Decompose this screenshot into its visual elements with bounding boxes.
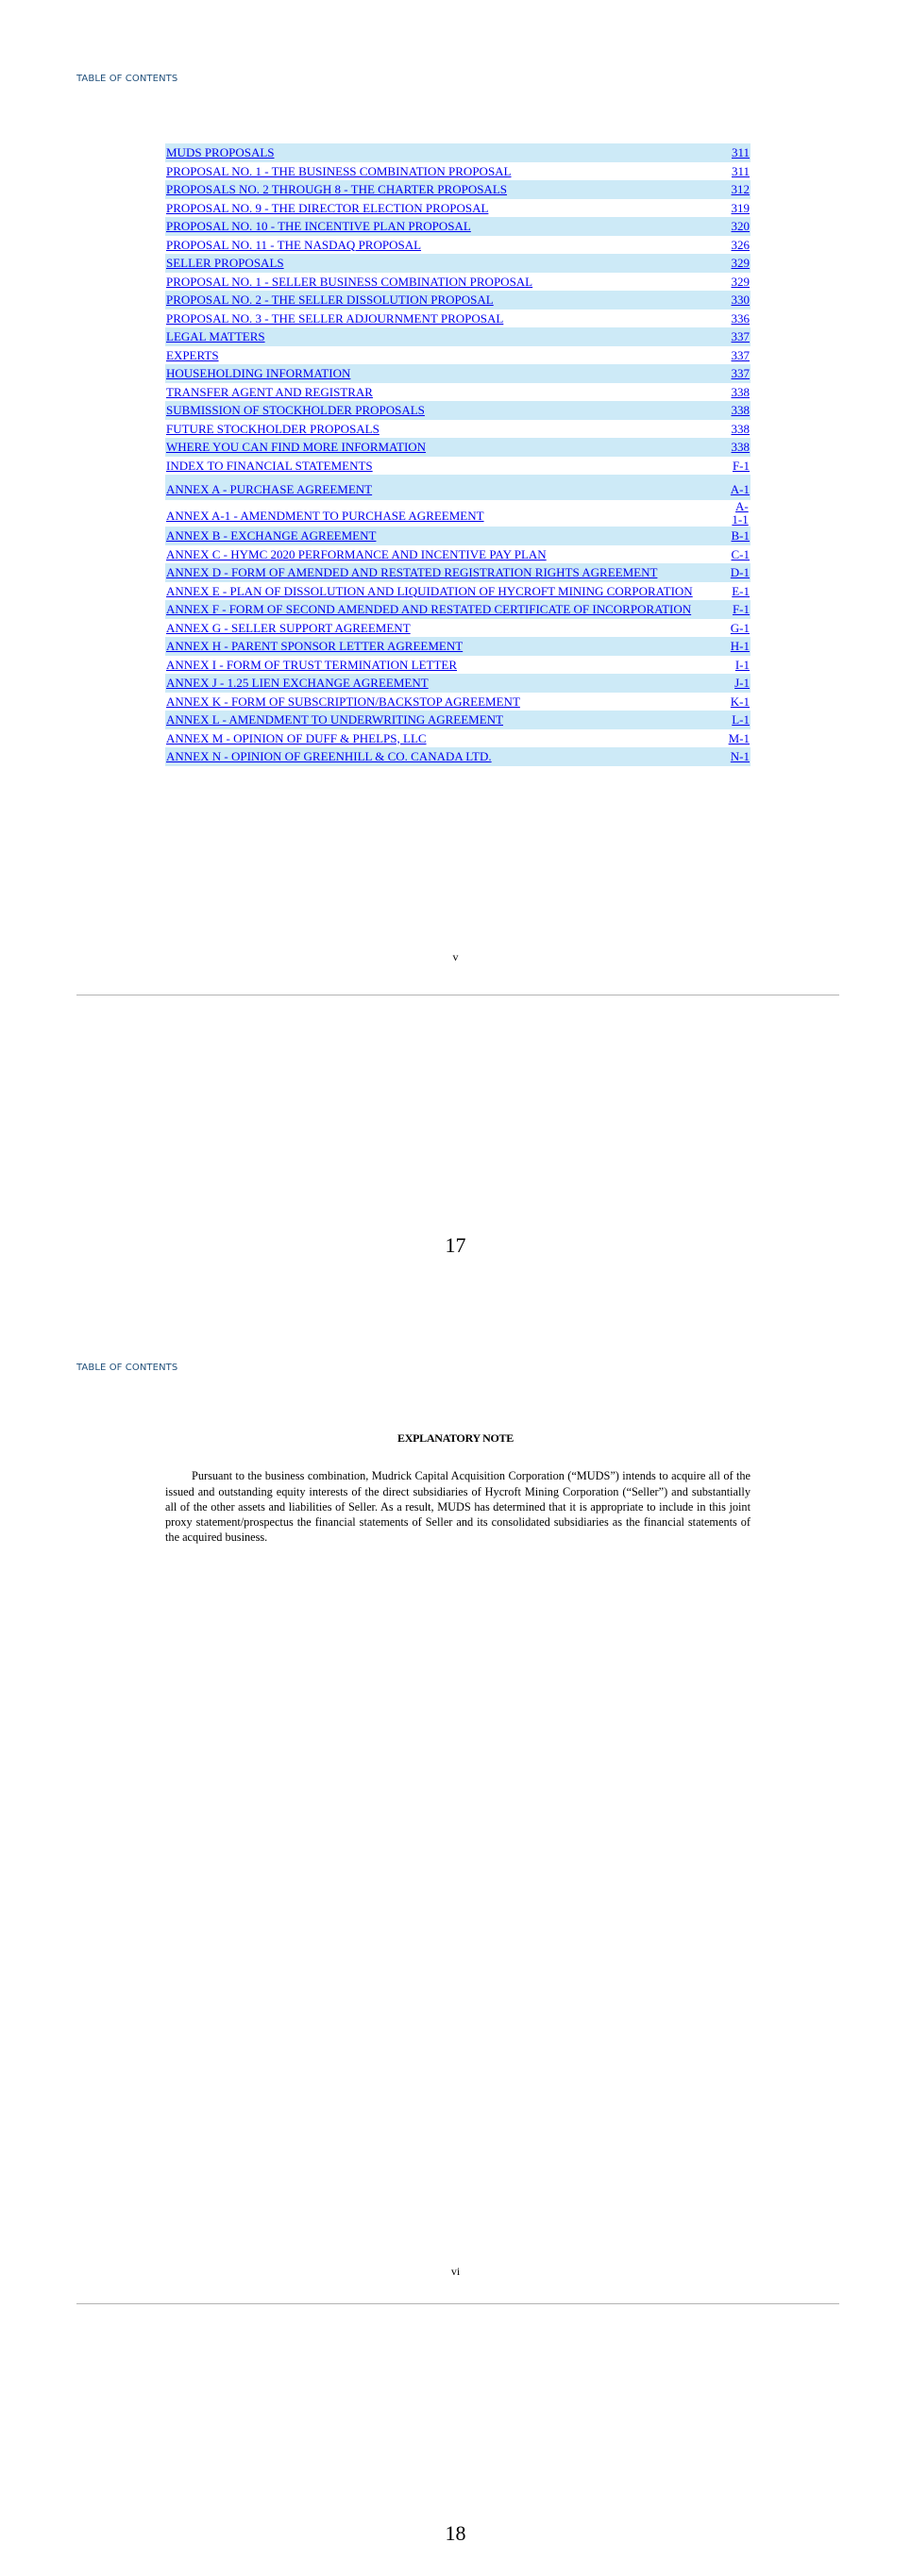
toc-page-cell <box>710 143 751 162</box>
toc-row <box>165 383 751 402</box>
toc-title-cell <box>165 438 710 457</box>
explanatory-note-body: Pursuant to the business combination, Mudrick Capital Acquisition Corporation (“MUDS”) intends to acquire all of the issued and outstanding equity interests of the direct subsidiaries of Hycroft Mining Corporation (“Seller”) and substantially all of the other assets and liabilities of Seller. As a result, MUDS has determined that it is appropriate to include in this joint proxy statement/prospectus the financial statements of Seller and its consolidated subsidiaries as the financial statements of the acquired business. <box>165 1469 751 1545</box>
toc-entry-link[interactable]: ANNEX M - OPINION OF DUFF & PHELPS, LLC <box>166 730 427 745</box>
toc-page-link[interactable]: 329 <box>731 256 750 270</box>
toc-page-cell <box>710 254 751 273</box>
toc-title-cell <box>165 199 710 218</box>
explanatory-note-heading: EXPLANATORY NOTE <box>397 1431 514 1445</box>
toc-entry-link[interactable]: ANNEX L - AMENDMENT TO UNDERWRITING AGREEMENT <box>166 712 503 727</box>
toc-page-link[interactable]: 337 <box>731 347 750 362</box>
toc-row <box>165 180 751 199</box>
page-number: 18 <box>445 2521 466 2545</box>
toc-row <box>165 236 751 255</box>
toc-row <box>165 199 751 218</box>
toc-row <box>165 500 751 527</box>
toc-entry-link[interactable]: PROPOSALS NO. 2 THROUGH 8 - THE CHARTER PROPOSALS <box>166 182 507 196</box>
toc-title-cell <box>165 236 710 255</box>
toc-title-cell <box>165 383 710 402</box>
toc-page-link[interactable]: 336 <box>731 310 750 326</box>
toc-title-cell <box>165 582 710 601</box>
toc-row <box>165 457 751 476</box>
toc-page-link[interactable]: M-1 <box>728 730 750 745</box>
toc-page-cell <box>710 180 751 199</box>
toc-page-cell <box>710 563 751 582</box>
toc-entry-link[interactable]: TRANSFER AGENT AND REGISTRAR <box>166 384 373 399</box>
toc-page-link[interactable]: I-1 <box>734 657 750 672</box>
toc-page-link[interactable]: 338 <box>731 421 750 436</box>
toc-page-link[interactable]: 337 <box>731 366 750 380</box>
toc-page-link[interactable]: J-1 <box>734 676 750 690</box>
toc-page-cell <box>710 291 751 309</box>
toc-title-cell <box>165 656 710 675</box>
toc-title-cell <box>165 309 710 328</box>
toc-title-cell <box>165 180 710 199</box>
toc-row <box>165 545 751 564</box>
toc-entry-link[interactable]: PROPOSAL NO. 9 - THE DIRECTOR ELECTION PROPOSAL <box>166 200 489 215</box>
toc-title-cell <box>165 420 710 439</box>
toc-row <box>165 475 751 500</box>
page-divider <box>76 2303 839 2304</box>
toc-title-cell <box>165 346 710 365</box>
toc-entry-link[interactable]: ANNEX E - PLAN OF DISSOLUTION AND LIQUIDATION OF HYCROFT MINING CORPORATION <box>166 583 693 598</box>
toc-row <box>165 327 751 346</box>
toc-page-cell <box>710 199 751 218</box>
toc-page-cell <box>710 401 751 420</box>
toc-title-cell <box>165 217 710 236</box>
table-of-contents-link[interactable]: TABLE OF CONTENTS <box>76 1363 178 1373</box>
toc-page-cell <box>710 656 751 675</box>
toc-row <box>165 217 751 236</box>
toc-row <box>165 747 751 766</box>
toc-row <box>165 143 751 162</box>
toc-entry-link[interactable]: MUDS PROPOSALS <box>166 145 275 159</box>
toc-row <box>165 693 751 711</box>
toc-page-link[interactable]: C-1 <box>731 546 750 561</box>
toc-entry-link[interactable]: PROPOSAL NO. 3 - THE SELLER ADJOURNMENT PROPOSAL <box>166 310 504 326</box>
toc-page-link[interactable]: 330 <box>731 293 750 307</box>
toc-row <box>165 600 751 619</box>
toc-page-link[interactable]: A- <box>735 499 749 513</box>
toc-title-cell <box>165 527 710 545</box>
toc-title-cell <box>165 500 710 527</box>
toc-title-cell <box>165 600 710 619</box>
toc-page-cell <box>710 674 751 693</box>
toc-page-cell <box>710 327 751 346</box>
toc-row <box>165 656 751 675</box>
toc-entry-link[interactable]: ANNEX H - PARENT SPONSOR LETTER AGREEMENT <box>166 639 464 653</box>
toc-row <box>165 273 751 292</box>
toc-title-cell <box>165 619 710 638</box>
toc-entry-link[interactable]: EXPERTS <box>166 347 219 362</box>
toc-page-link[interactable]: 312 <box>731 182 750 196</box>
toc-entry-link[interactable]: ANNEX J - 1.25 LIEN EXCHANGE AGREEMENT <box>166 676 429 690</box>
toc-entry-link[interactable]: SUBMISSION OF STOCKHOLDER PROPOSALS <box>166 403 425 417</box>
toc-page-cell <box>710 619 751 638</box>
toc-row <box>165 711 751 729</box>
toc-row <box>165 637 751 656</box>
toc-page-cell <box>710 527 751 545</box>
toc-page-link[interactable]: D-1 <box>730 565 750 579</box>
toc-row <box>165 346 751 365</box>
toc-title-cell <box>165 637 710 656</box>
toc-page-cell <box>710 273 751 292</box>
toc-page-cell <box>710 383 751 402</box>
toc-page-link[interactable]: 338 <box>731 403 750 417</box>
toc-title-cell <box>165 475 710 500</box>
toc-page-link[interactable]: H-1 <box>730 639 750 653</box>
toc-page-link[interactable]: F-1 <box>732 602 750 616</box>
toc-page-cell <box>710 457 751 476</box>
toc-entry-link[interactable]: ANNEX A-1 - AMENDMENT TO PURCHASE AGREEMENT <box>166 508 484 523</box>
toc-page-link[interactable]: 337 <box>731 329 750 343</box>
toc-entry-link[interactable]: WHERE YOU CAN FIND MORE INFORMATION <box>166 440 427 454</box>
toc-page-cell <box>710 438 751 457</box>
toc-row <box>165 291 751 309</box>
toc-row <box>165 162 751 181</box>
toc-page-link[interactable]: K-1 <box>730 694 750 709</box>
toc-page-cell <box>710 747 751 766</box>
toc-title-cell <box>165 327 710 346</box>
toc-page-cell <box>710 162 751 181</box>
toc-entry-link[interactable]: HOUSEHOLDING INFORMATION <box>166 366 351 380</box>
toc-page-link[interactable]: 1-1 <box>732 512 749 527</box>
toc-page-cell <box>710 637 751 656</box>
toc-row <box>165 729 751 748</box>
toc-page-cell <box>710 346 751 365</box>
toc-page-cell <box>710 600 751 619</box>
toc-page-link[interactable]: 326 <box>731 237 750 252</box>
toc-page-link[interactable]: G-1 <box>730 620 750 635</box>
toc-entry-link[interactable]: ANNEX C - HYMC 2020 PERFORMANCE AND INCENTIVE PAY PLAN <box>166 546 547 561</box>
page-roman-numeral: vi <box>450 2265 461 2278</box>
toc-page-link[interactable]: 320 <box>731 219 750 233</box>
toc-page-link[interactable]: F-1 <box>732 458 750 473</box>
page-number: 17 <box>445 1233 466 1257</box>
toc-row <box>165 527 751 545</box>
toc-title-cell <box>165 291 710 309</box>
toc-page-cell <box>710 693 751 711</box>
toc-page-cell <box>710 364 751 383</box>
toc-row <box>165 563 751 582</box>
table-of-contents-link[interactable]: TABLE OF CONTENTS <box>76 74 178 84</box>
toc-entry-link[interactable]: ANNEX B - EXCHANGE AGREEMENT <box>166 528 377 543</box>
toc-entry-link[interactable]: INDEX TO FINANCIAL STATEMENTS <box>166 458 373 473</box>
toc-entry-link[interactable]: ANNEX I - FORM OF TRUST TERMINATION LETTER <box>166 657 458 672</box>
toc-page-link[interactable]: 338 <box>731 440 750 454</box>
toc-entry-link[interactable]: ANNEX K - FORM OF SUBSCRIPTION/BACKSTOP AGREEMENT <box>166 694 520 709</box>
toc-title-cell <box>165 711 710 729</box>
toc-entry-link[interactable]: ANNEX D - FORM OF AMENDED AND RESTATED REGISTRATION RIGHTS AGREEMENT <box>166 565 658 579</box>
toc-page-link[interactable]: 319 <box>731 200 750 215</box>
toc-title-cell <box>165 545 710 564</box>
toc-page-cell <box>710 500 751 527</box>
toc-title-cell <box>165 563 710 582</box>
toc-entry-link[interactable]: FUTURE STOCKHOLDER PROPOSALS <box>166 421 380 436</box>
toc-entry-link[interactable]: PROPOSAL NO. 11 - THE NASDAQ PROPOSAL <box>166 237 422 252</box>
toc-row <box>165 309 751 328</box>
toc-page-link[interactable]: 329 <box>731 274 750 289</box>
toc-entry-link[interactable]: ANNEX N - OPINION OF GREENHILL & CO. CANADA LTD. <box>166 749 492 763</box>
toc-page-link[interactable]: 338 <box>731 384 750 399</box>
page-roman-numeral: v <box>452 950 459 963</box>
toc-row <box>165 401 751 420</box>
toc-page-cell <box>710 217 751 236</box>
toc-title-cell <box>165 162 710 181</box>
toc-entry-link[interactable]: PROPOSAL NO. 10 - THE INCENTIVE PLAN PROPOSAL <box>166 219 471 233</box>
toc-entry-link[interactable]: PROPOSAL NO. 1 - SELLER BUSINESS COMBINATION PROPOSAL <box>166 274 533 289</box>
toc-title-cell <box>165 254 710 273</box>
toc-page-cell <box>710 711 751 729</box>
toc-title-cell <box>165 364 710 383</box>
toc-row <box>165 364 751 383</box>
toc-title-cell <box>165 401 710 420</box>
toc-row <box>165 420 751 439</box>
toc-row <box>165 582 751 601</box>
toc-row <box>165 438 751 457</box>
toc-title-cell <box>165 747 710 766</box>
toc-entry-link[interactable]: LEGAL MATTERS <box>166 329 265 343</box>
toc-entry-link[interactable]: SELLER PROPOSALS <box>166 256 284 270</box>
toc-title-cell <box>165 143 710 162</box>
toc-row <box>165 619 751 638</box>
toc-page-link[interactable]: 311 <box>731 163 750 178</box>
toc-page-link[interactable]: B-1 <box>731 528 750 543</box>
toc-page-cell <box>710 420 751 439</box>
toc-entry-link[interactable]: ANNEX G - SELLER SUPPORT AGREEMENT <box>166 620 411 635</box>
toc-entry-link[interactable]: ANNEX F - FORM OF SECOND AMENDED AND RESTATED CERTIFICATE OF INCORPORATION <box>166 602 692 616</box>
toc-title-cell <box>165 273 710 292</box>
toc-row <box>165 674 751 693</box>
toc-page-link[interactable]: A-1 <box>730 482 750 497</box>
toc-entry-link[interactable]: ANNEX A - PURCHASE AGREEMENT <box>166 482 373 497</box>
toc-page-link[interactable]: N-1 <box>730 749 750 763</box>
toc-page-cell <box>710 236 751 255</box>
toc-title-cell <box>165 729 710 748</box>
toc-entry-link[interactable]: PROPOSAL NO. 1 - THE BUSINESS COMBINATION PROPOSAL <box>166 163 512 178</box>
toc-page-cell <box>710 729 751 748</box>
toc-page-cell <box>710 545 751 564</box>
toc-page-cell <box>710 582 751 601</box>
toc-table <box>165 143 751 766</box>
toc-entry-link[interactable]: PROPOSAL NO. 2 - THE SELLER DISSOLUTION PROPOSAL <box>166 293 494 307</box>
toc-title-cell <box>165 457 710 476</box>
toc-page-link[interactable]: L-1 <box>732 712 750 727</box>
toc-page-link[interactable]: E-1 <box>732 583 750 598</box>
toc-title-cell <box>165 674 710 693</box>
toc-page-cell <box>710 309 751 328</box>
toc-row <box>165 254 751 273</box>
toc-title-cell <box>165 693 710 711</box>
toc-page-link[interactable]: 311 <box>731 145 750 159</box>
toc-page-cell <box>710 475 751 500</box>
